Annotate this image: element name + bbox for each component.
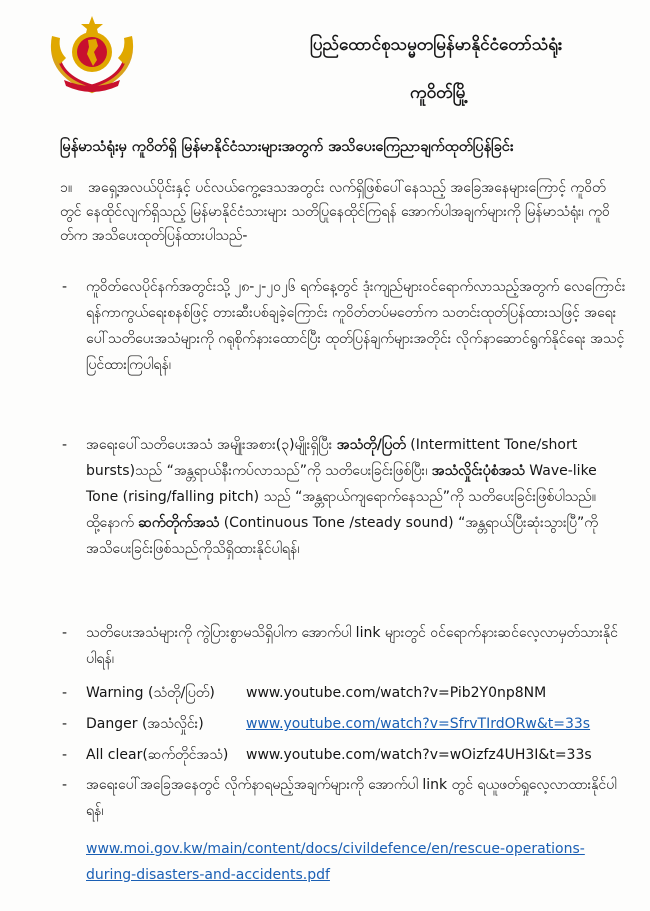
bullet-dash: -	[62, 777, 68, 793]
siren-tone-continuous: ဆက်တိုက်အသံ	[138, 515, 220, 531]
siren-text-c: Wave-like Tone (rising/falling pitch) သည် “အန္တရာယ်ကျရောက်နေသည်”ကို သတိပေးခြင်းဖြစ်ပါသည်။ ထို့နောက်	[86, 463, 597, 531]
bullet-emergency-guide-text: အရေးပေါ်အခြေအနေတွင် လိုက်နာရမည့်အချက်များကို အောက်ပါ link တွင် ရယူဖတ်ရှုလေ့လာထားနိုင်ပါရန်၊	[86, 777, 617, 819]
announcement-title: မြန်မာသံရုံးမှ ကူဝိတ်ရှိ မြန်မာနိုင်ငံသားများအတွက် အသိပေးကြေညာချက်ထုတ်ပြန်ခြင်း	[60, 139, 514, 155]
siren-text-a: အရေးပေါ်သတိပေးအသံ အမျိုးအစား(၃)မျိုးရှိပြီး	[86, 437, 337, 453]
bullet-dash: -	[62, 716, 68, 732]
city-heading: ကူဝိတ်မြို့	[410, 83, 468, 103]
paragraph-number: ၁။	[60, 180, 73, 196]
intro-paragraph	[60, 176, 620, 248]
siren-text-d: (Continuous Tone /steady sound) “အန္တရာယ်ပြီးဆုံးသွားပြီ”ကို အသိပေးခြင်းဖြစ်သည်ကိုသိရှိထားနိုင်ပါရန်၊	[86, 515, 598, 557]
bullet-dash: -	[62, 747, 68, 763]
state-seal-emblem-icon	[44, 14, 140, 94]
siren-tone-wave: အသံလှိုင်းပုံစံအသံ	[431, 463, 525, 479]
bullet-dash: -	[62, 685, 68, 701]
bullet-dash: -	[62, 625, 68, 641]
siren-tone-intermittent: အသံတို/ပြတ်	[336, 437, 406, 453]
warning-label: Warning (သံတို/ပြတ်)	[86, 685, 215, 701]
danger-label: Danger (အသံလှိုင်း)	[86, 716, 204, 732]
danger-url-link[interactable]: www.youtube.com/watch?v=SfrvTIrdORw&t=33s	[246, 716, 591, 732]
embassy-name-heading: ပြည်ထောင်စုသမ္မတမြန်မာနိုင်ငံတော်သံရုံး	[310, 35, 563, 55]
bullet-links-intro-text: သတိပေးအသံများကို ကွဲပြားစွာမသိရှိပါက အောက်ပါ link များတွင် ဝင်ရောက်နားဆင်လေ့လာမှတ်သားနိုင်ပါရန်၊	[86, 625, 618, 667]
intro-text: အရှေ့အလယ်ပိုင်းနှင့် ပင်လယ်ကွေ့ဒေသအတွင်း လက်ရှိဖြစ်ပေါ်နေသည့် အခြေအနေများကြောင့် ကူဝိတ်တွင် နေထိုင်လျက်ရှိသည့် မြန်မာနိုင်ငံသားများ သတိပြုနေထိုင်ကြရန် အောက်ပါအချက်များကို မြန်မာသံရုံး၊ ကူဝိတ်က အသိပေးထုတ်ပြန်ထားပါသည်-	[60, 180, 610, 244]
bullet-siren-types-text	[86, 432, 626, 562]
all-clear-url[interactable]: www.youtube.com/watch?v=wOizfz4UH3I&t=33s	[246, 747, 592, 763]
bullet-airspace-text: ကူဝိတ်လေပိုင်နက်အတွင်းသို့ ၂၈-၂-၂၀၂၆ ရက်နေ့တွင် ဒုံးကျည်များဝင်ရောက်လာသည့်အတွက် လေကြောင်းရန်ကာကွယ်ရေးစနစ်ဖြင့် တားဆီးပစ်ချခဲ့ကြောင်း ကူဝိတ်တပ်မတော်က သတင်းထုတ်ပြန်ထားသဖြင့် အရေးပေါ်သတိပေးအသံများကို ဂရုစိုက်နားထောင်ပြီး ထုတ်ပြန်ချက်များအတိုင်း လိုက်နာဆောင်ရွက်နိုင်ရေး အသင့်ပြင်ထားကြပါရန်၊	[86, 279, 626, 373]
all-clear-label: All clear(ဆက်တိုင်အသံ)	[86, 747, 229, 763]
bullet-dash: -	[62, 437, 68, 453]
siren-text-b: (Intermittent Tone/short bursts)သည် “အန္တရာယ်နီးကပ်လာသည်”ကို သတိပေးခြင်းဖြစ်ပြီး၊	[86, 437, 578, 479]
moi-url-line-2[interactable]: during-disasters-and-accidents.pdf	[86, 867, 330, 883]
moi-guide-link[interactable]	[86, 836, 646, 888]
warning-url[interactable]: www.youtube.com/watch?v=Pib2Y0np8NM	[246, 685, 547, 701]
moi-url-line-1[interactable]: www.moi.gov.kw/main/content/docs/civildefence/en/rescue-operations-	[86, 841, 585, 857]
bullet-dash: -	[62, 279, 68, 295]
